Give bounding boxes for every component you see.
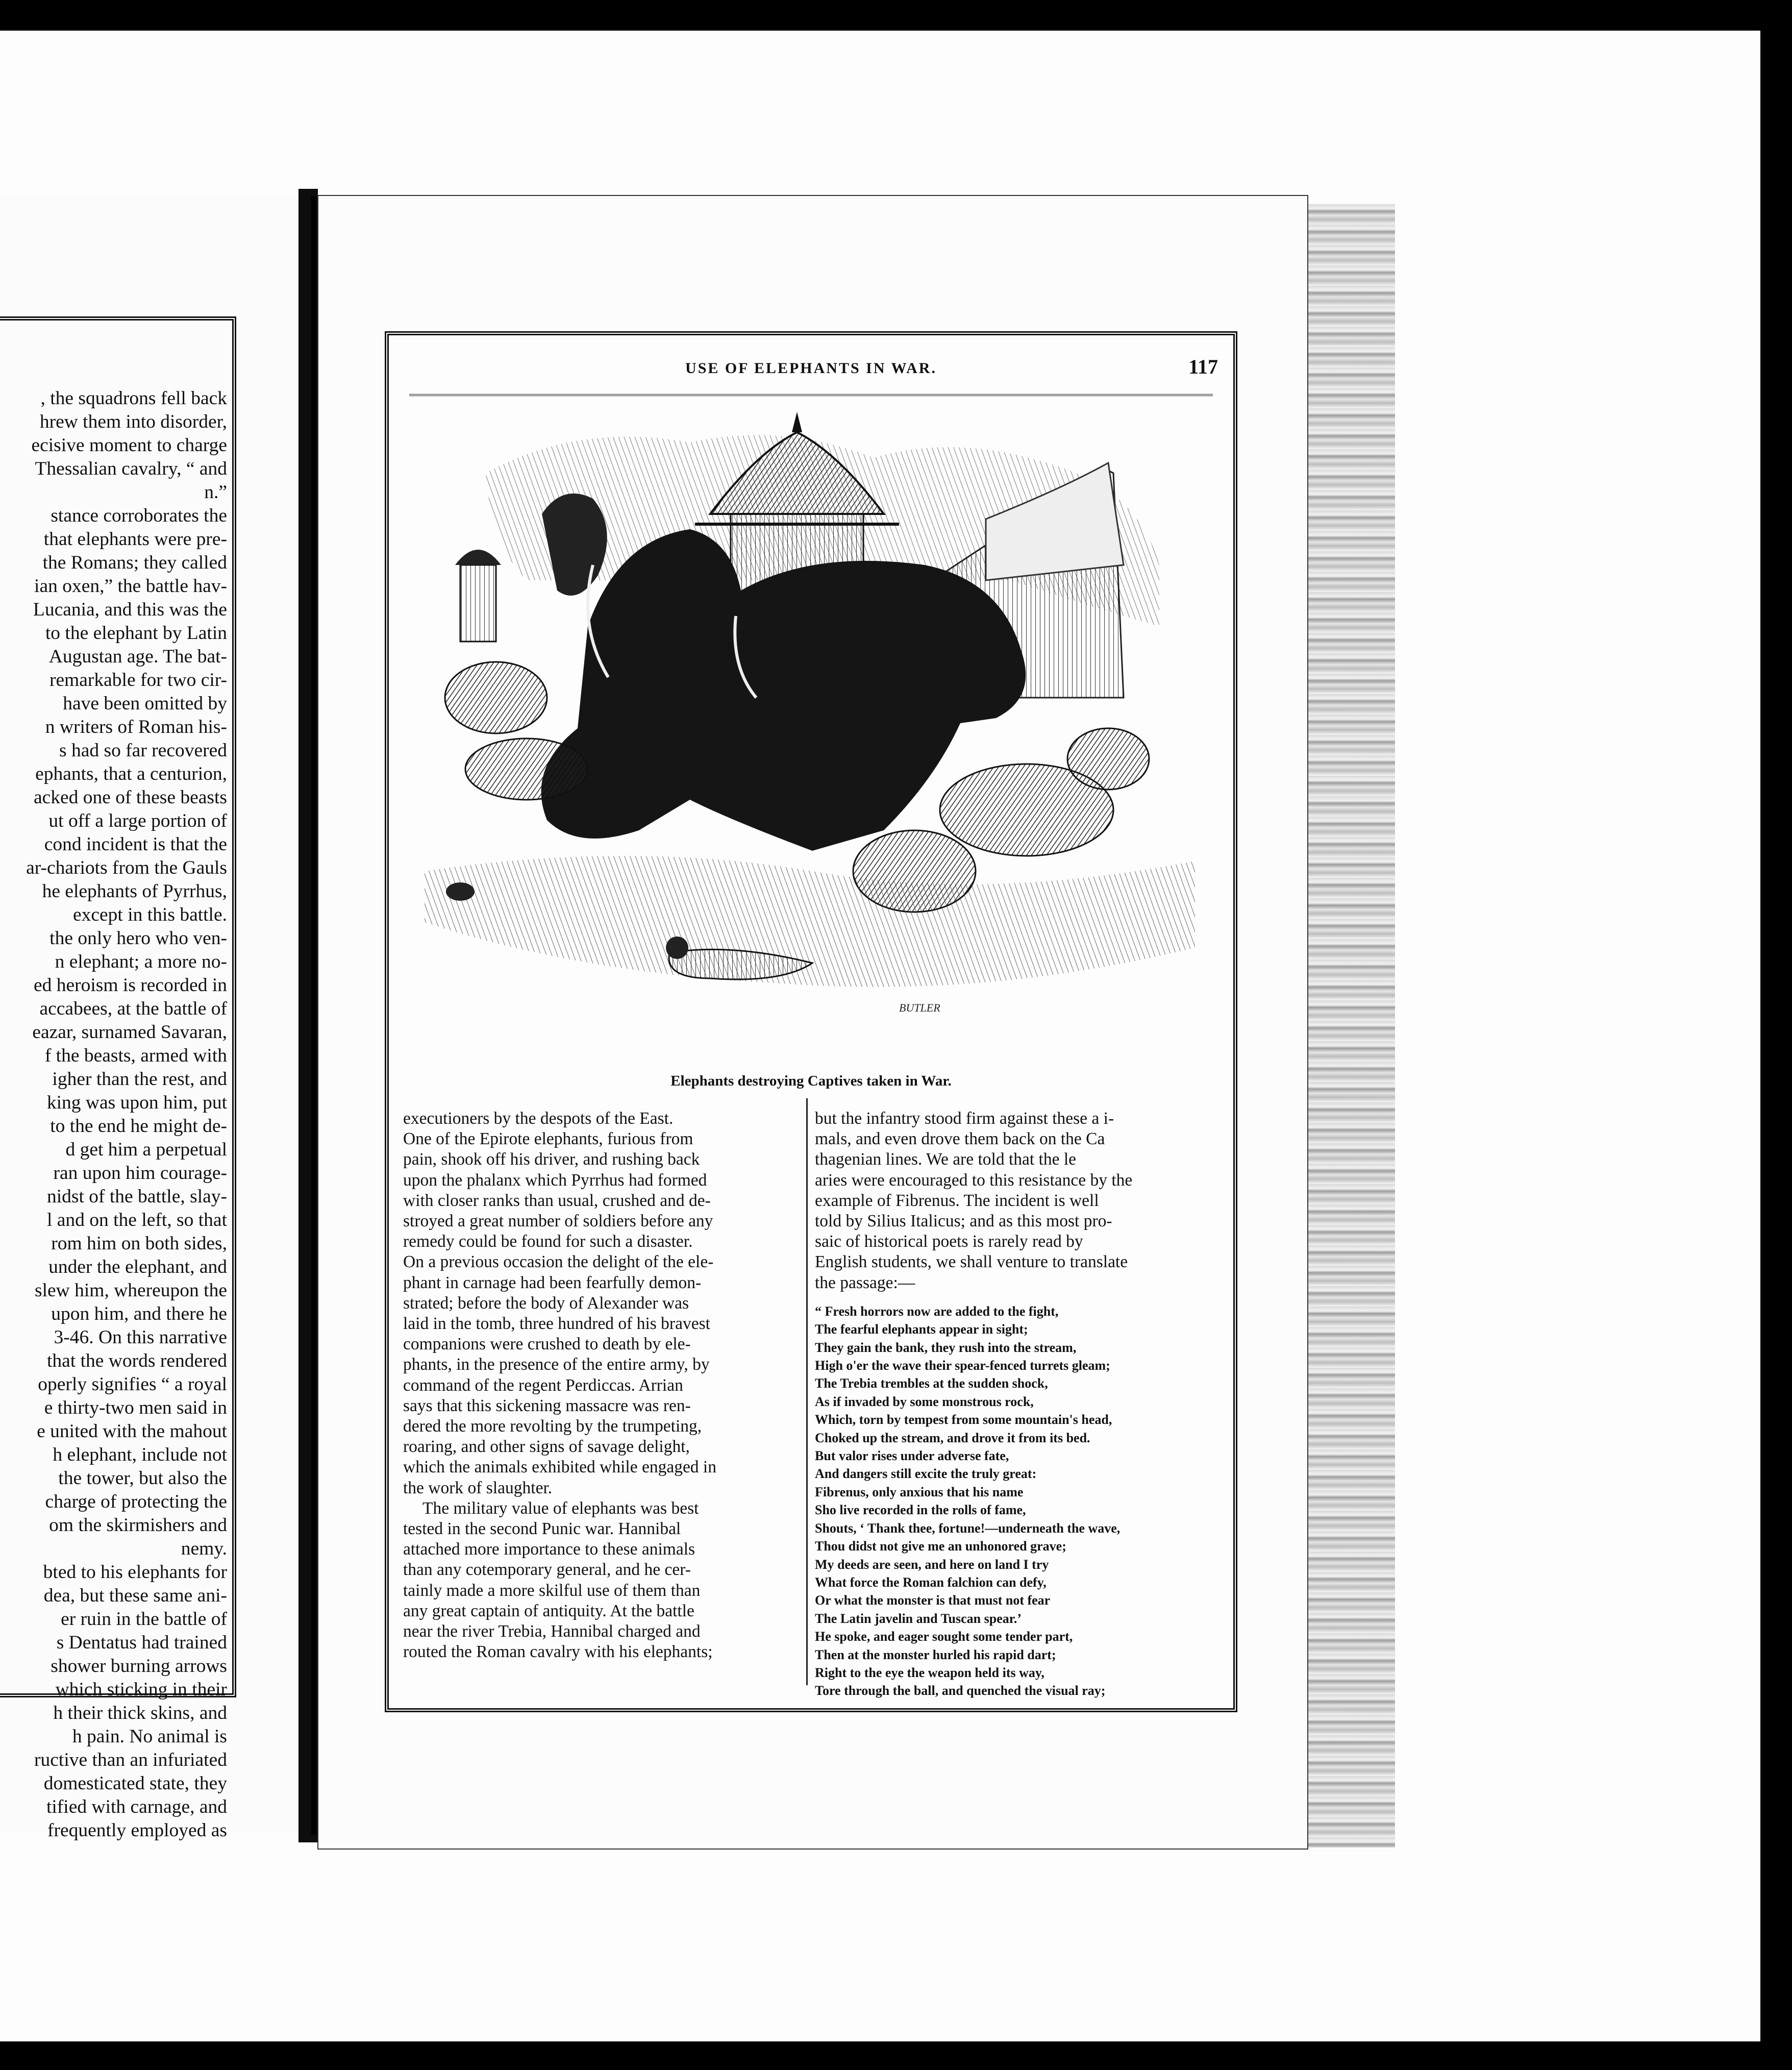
text-line: My deeds are seen, and here on land I try: [815, 1557, 1049, 1572]
text-line: “ Fresh horrors now are added to the fight,: [815, 1303, 1059, 1319]
text-line: eazar, surnamed Savaran,: [32, 1022, 227, 1043]
text-line: cond incident is that the: [44, 834, 227, 855]
text-line: mals, and even drove them back on the Ca: [815, 1129, 1105, 1149]
text-line: rom him on both sides,: [51, 1233, 227, 1254]
text-line: ed heroism is recorded in: [33, 975, 227, 996]
header-rule: [409, 394, 1213, 396]
text-line: e united with the mahout: [37, 1421, 227, 1442]
text-line: under the elephant, and: [48, 1256, 227, 1277]
text-line: tified with carnage, and: [46, 1796, 227, 1817]
text-line: tested in the second Punic war. Hannibal: [403, 1519, 681, 1539]
text-line: Fibrenus, only anxious that his name: [815, 1484, 1024, 1499]
text-line: ian oxen,” the battle hav-: [34, 576, 227, 597]
text-line: have been omitted by: [63, 693, 227, 714]
engraver-signature: BUTLER: [899, 1001, 940, 1014]
text-line: slew him, whereupon the: [35, 1280, 227, 1301]
engraving-illustration: [425, 412, 1195, 1040]
text-line: tainly made a more skilful use of them than: [403, 1581, 701, 1600]
text-line: ecisive moment to charge: [31, 435, 227, 456]
text-line: One of the Epirote elephants, furious from: [403, 1129, 693, 1149]
illustration-caption: Elephants destroying Captives taken in War.: [670, 1073, 952, 1089]
text-line: king was upon him, put: [46, 1092, 227, 1113]
text-line: charge of protecting the: [45, 1491, 227, 1512]
text-line: executioners by the despots of the East.: [403, 1109, 674, 1128]
text-line: Thessalian cavalry, “ and: [35, 458, 227, 479]
text-line: hrew them into disorder,: [39, 411, 227, 432]
left-page: [0, 194, 300, 1841]
text-line: the work of slaughter.: [403, 1478, 553, 1497]
text-line: than any cotemporary general, and he cer-: [403, 1560, 691, 1580]
text-line: Augustan age. The bat-: [48, 646, 227, 667]
left-page-text: [0, 387, 227, 1842]
text-line: h their thick skins, and: [53, 1703, 227, 1723]
text-line: the passage:—: [815, 1273, 915, 1292]
text-line: that elephants were pre-: [43, 529, 227, 550]
text-line: remedy could be found for such a disaster.: [403, 1232, 693, 1251]
text-line: He spoke, and eager sought some tender part,: [815, 1629, 1073, 1644]
text-line: the only hero who ven-: [49, 928, 227, 949]
text-line: They gain the bank, they rush into the stream,: [815, 1340, 1077, 1355]
text-line: aries were encouraged to this resistance by the: [815, 1170, 1133, 1190]
text-line: near the river Trebia, Hannibal charged and: [403, 1622, 701, 1641]
text-line: igher than the rest, and: [52, 1069, 227, 1090]
text-line: Thou didst not give me an unhonored grave;: [815, 1539, 1066, 1554]
text-line: ran upon him courage-: [53, 1163, 227, 1184]
text-line: d get him a perpetual: [65, 1139, 227, 1160]
text-line: shower burning arrows: [51, 1656, 227, 1677]
text-line: High o'er the wave their spear-fenced turrets gleam;: [815, 1358, 1110, 1373]
text-line: pain, shook off his driver, and rushing back: [403, 1150, 700, 1169]
left-column-text: [403, 1108, 806, 1662]
text-line: l and on the left, so that: [46, 1210, 227, 1230]
text-line: routed the Roman cavalry with his elephants;: [403, 1642, 713, 1662]
text-line: he elephants of Pyrrhus,: [42, 881, 227, 902]
text-line: s Dentatus had trained: [56, 1632, 227, 1653]
text-line: the Romans; they called: [42, 552, 227, 573]
text-line: accabees, at the battle of: [39, 998, 227, 1019]
text-line: operly signifies “ a royal: [38, 1374, 227, 1395]
text-line: The Trebia trembles at the sudden shock,: [815, 1376, 1048, 1391]
text-line: Right to the eye the weapon held its way,: [815, 1665, 1044, 1680]
text-line: phant in carnage had been fearfully demon-: [403, 1273, 702, 1292]
text-line: roaring, and other signs of savage delight,: [403, 1437, 690, 1457]
text-line: n elephant; a more no-: [55, 951, 227, 972]
text-line: h elephant, include not: [53, 1444, 227, 1465]
text-line: the tower, but also the: [58, 1468, 227, 1489]
text-line: remarkable for two cir-: [49, 670, 227, 691]
text-line: What force the Roman falchion can defy,: [815, 1574, 1047, 1590]
text-line: which sticking in their: [55, 1679, 227, 1700]
text-line: English students, we shall venture to translate: [815, 1252, 1128, 1272]
text-line: And dangers still excite the truly great:: [815, 1466, 1037, 1482]
text-line: dea, but these same ani-: [43, 1585, 227, 1606]
page-frame: [385, 331, 1237, 1712]
right-page: [317, 195, 1308, 1850]
text-line: saic of historical poets is rarely read by: [815, 1232, 1083, 1251]
text-line: command of the regent Perdiccas. Arrian: [403, 1375, 683, 1395]
text-line: As if invaded by some monstrous rock,: [815, 1394, 1034, 1409]
text-line: On a previous occasion the delight of the ele-: [403, 1252, 714, 1272]
text-line: phants, in the presence of the entire army, by: [403, 1355, 710, 1374]
page-number: 117: [1188, 355, 1218, 378]
text-line: to the end he might de-: [50, 1116, 227, 1137]
text-line: upon the phalanx which Pyrrhus had formed: [403, 1170, 707, 1190]
text-line: frequently employed as: [47, 1820, 227, 1841]
text-line: Shouts, ‘ Thank thee, fortune!—underneath the wave,: [815, 1520, 1121, 1536]
text-line: to the elephant by Latin: [45, 623, 227, 644]
text-line: , the squadrons fell back: [40, 388, 227, 409]
text-line: ephants, that a centurion,: [35, 763, 227, 784]
text-line: says that this sickening massacre was ren-: [403, 1396, 691, 1415]
text-line: nemy.: [181, 1538, 227, 1559]
spine-line: [311, 196, 316, 1835]
running-title: USE OF ELEPHANTS IN WAR.: [685, 360, 937, 377]
text-line: Choked up the stream, and drove it from its bed.: [815, 1430, 1090, 1445]
text-line: n writers of Roman his-: [45, 717, 227, 737]
text-line: which the animals exhibited while engaged in: [403, 1458, 716, 1477]
text-line: nidst of the battle, slay-: [46, 1186, 227, 1207]
text-line: upon him, and there he: [51, 1303, 227, 1324]
text-line: that the words rendered: [47, 1350, 227, 1371]
text-line: n.”: [204, 482, 227, 503]
text-line: except in this battle.: [73, 904, 227, 925]
text-line: acked one of these beasts: [33, 787, 227, 808]
text-line: Lucania, and this was the: [33, 599, 227, 620]
text-line: stance corroborates the: [51, 505, 227, 526]
text-line: attached more importance to these animals: [403, 1540, 695, 1559]
text-line: domesticated state, they: [43, 1773, 227, 1794]
text-line: e thirty-two men said in: [44, 1397, 227, 1418]
text-line: stroyed a great number of soldiers before any: [403, 1212, 713, 1231]
page-edges: [1304, 204, 1395, 1847]
text-line: Or what the monster is that must not fear: [815, 1593, 1051, 1608]
text-line: ar-chariots from the Gauls: [26, 857, 227, 878]
text-line: The military value of elephants was best: [422, 1498, 699, 1518]
text-line: But valor rises under adverse fate,: [815, 1448, 1009, 1464]
text-line: er ruin in the battle of: [61, 1609, 227, 1630]
text-line: 3-46. On this narrative: [54, 1327, 227, 1348]
text-line: h pain. No animal is: [72, 1726, 227, 1747]
text-line: Tore through the ball, and quenched the visual ray;: [815, 1683, 1106, 1698]
text-line: told by Silius Italicus; and as this most pro-: [815, 1212, 1112, 1231]
text-line: example of Fibrenus. The incident is well: [815, 1191, 1099, 1210]
text-line: Sho live recorded in the rolls of fame,: [815, 1502, 1026, 1518]
column-divider: [806, 1098, 808, 1685]
text-line: Then at the monster hurled his rapid dart;: [815, 1647, 1056, 1662]
text-line: om the skirmishers and: [49, 1515, 227, 1536]
running-head: [389, 355, 1233, 385]
text-line: companions were crushed to death by ele-: [403, 1335, 691, 1354]
text-line: ructive than an infuriated: [34, 1749, 227, 1770]
text-line: strated; before the body of Alexander was: [403, 1293, 689, 1313]
right-column-text: [815, 1108, 1223, 1700]
text-line: bted to his elephants for: [43, 1562, 227, 1583]
text-line: Which, torn by tempest from some mountain's head,: [815, 1412, 1112, 1427]
text-line: The Latin javelin and Tuscan spear.’: [815, 1611, 1022, 1626]
text-line: thagenian lines. We are told that the le: [815, 1150, 1077, 1169]
text-line: The fearful elephants appear in sight;: [815, 1322, 1028, 1337]
text-line: s had so far recovered: [59, 740, 227, 761]
poem-translation: [815, 1302, 1223, 1700]
text-line: laid in the tomb, three hundred of his bravest: [403, 1314, 710, 1334]
text-line: with closer ranks than usual, crushed and de-: [403, 1191, 711, 1210]
text-line: dered the more revolting by the trumpeting,: [403, 1417, 702, 1436]
text-line: f the beasts, armed with: [44, 1045, 227, 1066]
left-page-frame: [0, 316, 236, 1841]
text-line: but the infantry stood firm against these a i-: [815, 1109, 1114, 1128]
text-line: ut off a large portion of: [48, 810, 227, 831]
text-line: any great captain of antiquity. At the battle: [403, 1601, 694, 1620]
